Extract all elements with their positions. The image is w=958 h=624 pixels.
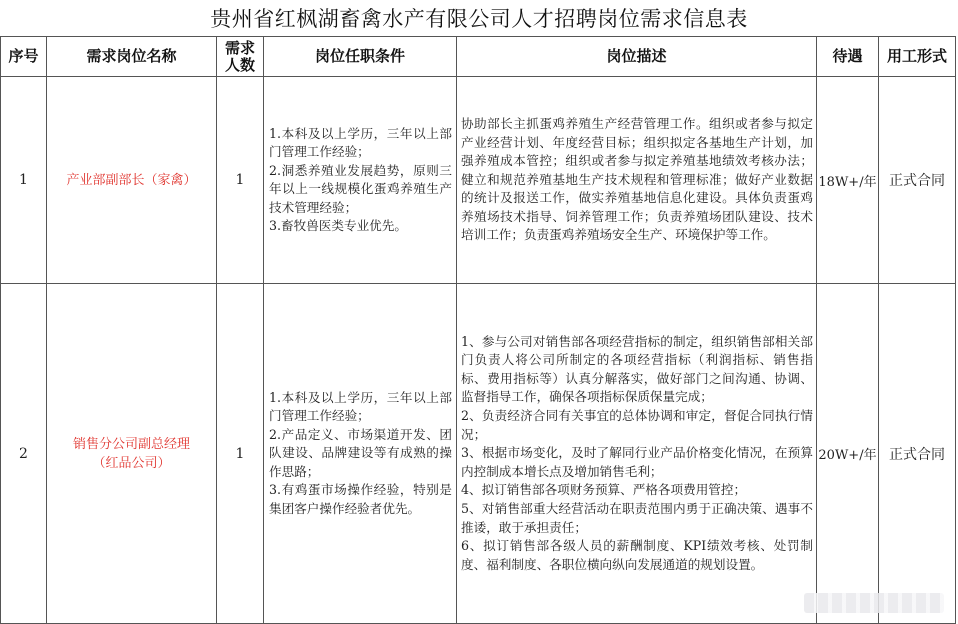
row-position: [47, 77, 217, 284]
description-item: 2、负责经济合同有关事宜的总体协调和审定，督促合同执行情况；: [461, 408, 813, 442]
watermark: [804, 593, 944, 613]
row-type: 正式合同: [879, 284, 956, 624]
position-line1: 销售分公司副总经理: [72, 436, 190, 452]
row-position: [47, 284, 217, 624]
description-item: 4、拟订销售部各项财务预算、严格各项费用管控；: [461, 482, 747, 498]
description-item: 5、对销售部重大经营活动在职责范围内勇于正确决策、遇事不推诿，敢于承担责任；: [461, 500, 813, 535]
row-no: 1: [1, 77, 47, 284]
row-description: [457, 284, 817, 624]
position-line2: （红品公司）: [92, 455, 171, 471]
description-item: 6、拟订销售部各级人员的薪酬制度、KPI绩效考核、处罚制度、福利制度、各职位横向纵向发展通道的规划设置。: [461, 538, 813, 572]
table-row: [1, 284, 956, 624]
requirement-item: 2.产品定义、市场渠道开发、团队建设、品牌建设等有成熟的操作思路；: [269, 426, 452, 479]
requirement-item: 2.洞悉养殖业发展趋势，原则三年以上一线规模化蛋鸡养殖生产技术管理经验；: [269, 162, 452, 215]
header-requirements: 岗位任职条件: [264, 37, 457, 77]
description-item: 1、参与公司对销售部各项经营指标的制定，组织销售部相关部门负责人将公司所制定的各项经营指标（利润指标、销售指标、费用指标等）认真分解落实，做好部门之间沟通、协调、监督指导工作，确保各项指标保质保量完成；: [461, 333, 813, 405]
header-description: 岗位描述: [457, 37, 817, 77]
requirement-item: 1.本科及以上学历，三年以上部门管理工作经验；: [269, 389, 452, 424]
job-table: [0, 36, 956, 624]
header-count: [217, 37, 264, 77]
row-no: 2: [1, 284, 47, 624]
row-pay: 18W+/年: [817, 77, 879, 284]
row-count: 1: [217, 284, 264, 624]
header-pay: 待遇: [817, 37, 879, 77]
row-type: 正式合同: [879, 77, 956, 284]
header-no: 序号: [1, 37, 47, 77]
row-pay: 20W+/年: [817, 284, 879, 624]
position-line1: 产业部副部长（家禽）: [66, 172, 197, 188]
row-count: 1: [217, 77, 264, 284]
header-count-line2: 人数: [224, 55, 255, 74]
header-type: 用工形式: [879, 37, 956, 77]
header-row: [1, 37, 956, 77]
header-count-line1: 需求: [224, 38, 255, 57]
header-position: 需求岗位名称: [47, 37, 217, 77]
requirement-item: 1.本科及以上学历，三年以上部门管理工作经验；: [269, 125, 452, 159]
table-row: [1, 77, 956, 284]
row-requirements: [264, 284, 457, 624]
row-requirements: [264, 77, 457, 284]
row-description: [457, 77, 817, 284]
requirement-item: 3.有鸡蛋市场操作经验，特别是集团客户操作经验者优先。: [269, 482, 452, 516]
requirement-item: 3.畜牧兽医类专业优先。: [269, 218, 407, 233]
description-item: 协助部长主抓蛋鸡养殖生产经营管理工作。组织或者参与拟定产业经营计划、年度经营目标；组织拟定各基地生产计划，加强养殖成本管控；组织或者参与拟定养殖基地绩效考核办法；健立和规范养殖基地生产技术规程和管理标准；做好产业数据的统计及报送工作，做实养殖基地信息化建设。具体负责蛋鸡养殖场技术指导、饲养管理工作；负责养殖场团队建设、技术培训工作；负责蛋鸡养殖场安全生产、环境保护等工作。: [461, 115, 813, 243]
page-title: 贵州省红枫湖畜禽水产有限公司人才招聘岗位需求信息表: [210, 7, 748, 31]
description-item: 3、根据市场变化，及时了解同行业产品价格变化情况，在预算内控制成本增长点及增加销售毛利；: [461, 445, 813, 479]
